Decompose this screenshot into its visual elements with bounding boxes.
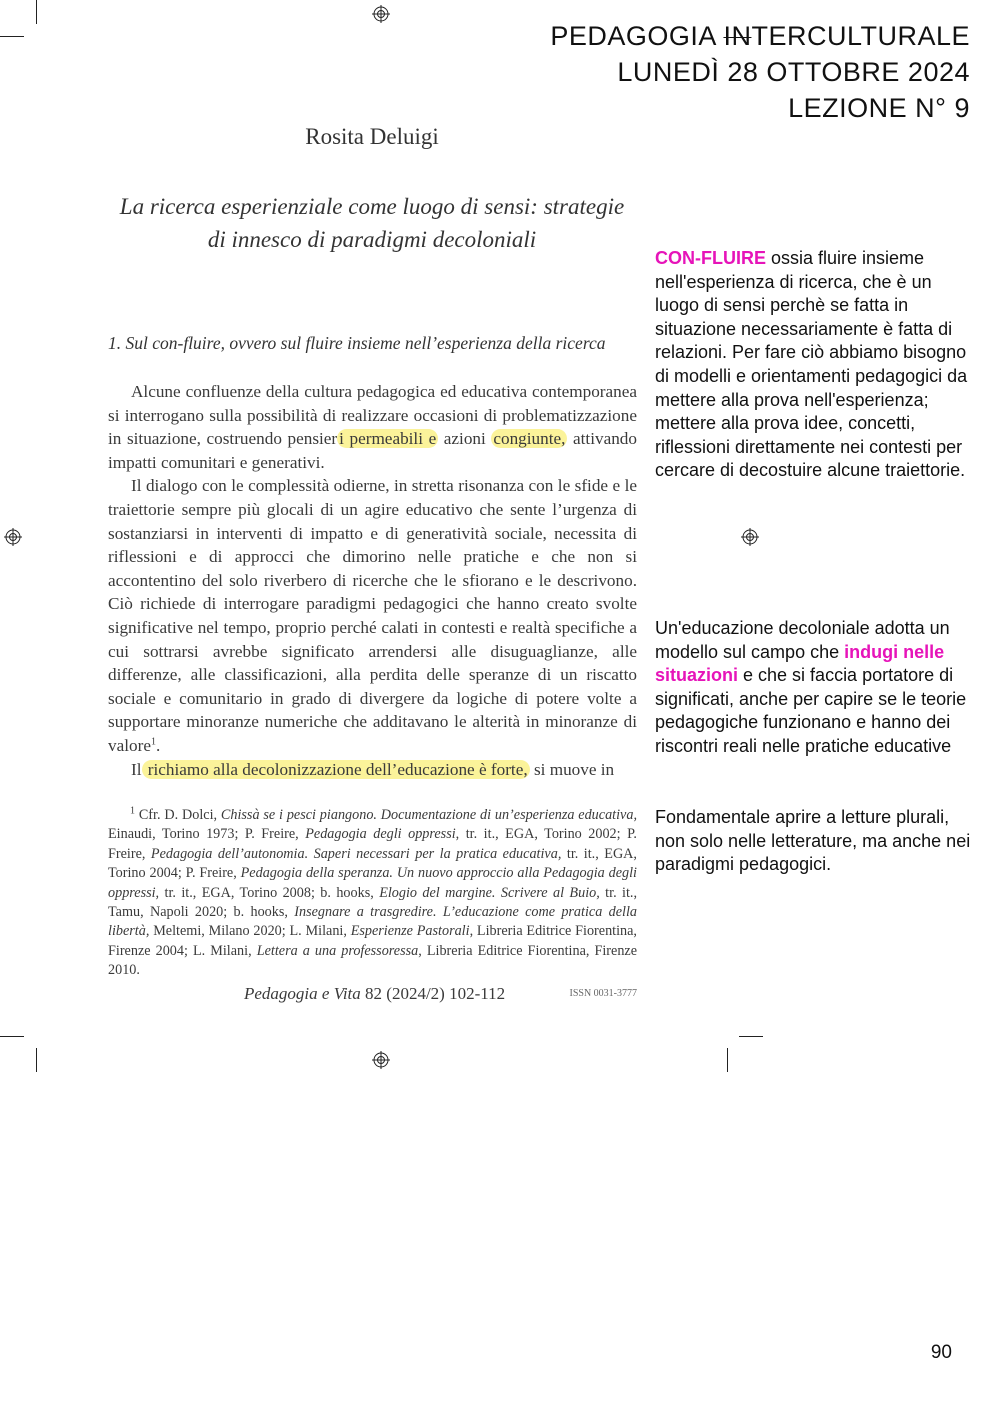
footnote xyxy=(108,806,637,981)
footnote-text: tr. it., EGA, Torino 2008; b. hooks, xyxy=(159,884,380,901)
footnote-text: Chissà se i pesci piangono. Documentazione di un’esperienza educativa, xyxy=(220,807,637,823)
footnote-text: Pedagogia dell’autonomia. Saperi necessari per la pratica educativa, xyxy=(150,845,562,862)
side-note-confluire: CON-FLUIRE ossia fluire insieme nell'esperienza di ricerca, che è un luogo di sensi perchè se fatta in situazione necessariamente è fatta di relazioni. Per fare ciò abbiamo bisogno di modelli e orientamenti pedagogici da mettere alla prova nell'esperienza; mettere alla prova idee, concetti, riflessioni direttamente nei contesti per cercare di decostuire alcune traiettorie. xyxy=(655,248,968,481)
footnote-text: Insegnare a trasgredire. L’educazione come pratica della libertà, xyxy=(108,904,637,940)
crop-mark xyxy=(739,1036,763,1037)
crop-mark xyxy=(0,36,24,37)
crop-mark xyxy=(36,0,37,24)
registration-mark-icon xyxy=(372,1051,390,1069)
course-title: PEDAGOGIA INTERCULTURALE xyxy=(550,21,970,51)
footnote-text: Pedagogia della speranza. Un nuovo approccio alla Pedagogia degli oppressi, xyxy=(108,865,637,901)
section-heading: 1. Sul con-fluire, ovvero sul fluire insieme nell’esperienza della ricerca xyxy=(108,333,606,353)
article-body xyxy=(108,380,637,781)
lesson-number: LEZIONE N° 9 xyxy=(788,93,970,123)
paragraph: Il dialogo con le complessità odierne, in stretta risonanza con le sfide e le traiettorie sempre più glocali di un agire educativo che sente l’urgenza di sostanziarsi in interventi di impatto e di generatività sociale, necessita di riflessioni e di approcci che dimorino nelle pratiche e che non si accontentino del solo riverbero di ricerche che le sfiorano e le descrivono. Ciò richiede di interrogare paradigmi pedagogici che hanno creato svolte significative nel tempo, proprio perché calati in contesti e realtà specifiche a cui sottrarsi avrebbe significato arrendersi alle disuguaglianze, alle differenze, alle classificazioni, alla perdita delle speranze di un riscatto sociale e comunitario in grado di divergere da logiche di potere volte a supportare minoranze numeriche che additavano le alterità in minoranze di valore$^1$. xyxy=(108,476,637,755)
footnote-ref: 1 xyxy=(150,736,156,748)
registration-mark-icon xyxy=(741,528,759,546)
crop-mark xyxy=(36,1048,37,1072)
footnote-text: , Libreria Editrice Fiorentina, Firenze 2010. xyxy=(108,942,638,979)
footnote-text: Cfr. D. Dolci, xyxy=(135,807,221,823)
page-number: 90 xyxy=(930,1342,952,1363)
side-note-letture: Fondamentale aprire a letture plurali, non solo nelle letterature, ma anche nei paradigmi pedagogici. xyxy=(655,807,971,875)
lesson-date: LUNEDÌ 28 OTTOBRE 2024 xyxy=(617,57,970,87)
journal-citation: Pedagogia e Vita 82 (2024/2) 102-112 xyxy=(244,984,506,1003)
lesson-header xyxy=(550,18,970,126)
registration-mark-icon xyxy=(372,5,390,23)
footnote-text: tr. it., EGA, Torino 2004; P. Freire, xyxy=(108,845,637,882)
highlight: congiunte, xyxy=(493,429,566,449)
footnote-text: Meltemi, Milano 2020; L. Milani, xyxy=(149,923,351,940)
paragraph: Alcune confluenze della cultura pedagogica ed educativa contemporanea si interrogano sulla possibilità di realizzare occasioni di problematizzazione in situazione, costruendo pensier i permeabili e azioni congiunte, attivando impatti comunitari e generativi. xyxy=(108,382,637,472)
note-keyword: CON-FLUIRE xyxy=(655,248,766,268)
footnote-number: 1 xyxy=(130,805,135,817)
footnote-text: Lettera a una professoressa xyxy=(256,942,419,959)
note-keyword: indugi nelle situazioni xyxy=(655,641,945,686)
footnote-text: Elogio del margine. Scrivere al Buio, xyxy=(379,884,600,901)
registration-mark-icon xyxy=(4,528,22,546)
highlight: richiamo alla decolonizzazione dell’educazione è forte, xyxy=(143,759,528,779)
footnote-text: Esperienze Pastorali xyxy=(350,923,470,940)
crop-mark xyxy=(0,1036,24,1037)
paragraph: Il richiamo alla decolonizzazione dell’educazione è forte, si muove in xyxy=(131,759,615,779)
highlight: i permeabili e xyxy=(339,429,437,449)
crop-mark xyxy=(727,1048,728,1072)
article-title: La ricerca esperienziale come luogo di sensi: strategie di innesco di paradigmi decoloniali xyxy=(119,194,625,252)
footnote-text: , tr. it., EGA, Torino 2002; P. Freire, xyxy=(108,826,637,862)
struck-prefix: IN xyxy=(723,21,752,51)
footnote-text: , Libreria Editrice Fiorentina, Firenze 2004; L. Milani, xyxy=(108,923,637,959)
side-note-decoloniale: Un'educazione decoloniale adotta un modello sul campo che indugi nelle situazioni e che si faccia portatore di significati, anche per capire se le teorie pedagogiche funzionano e hanno dei riscontri reali nelle pratiche educative xyxy=(655,618,967,756)
footnote-text: Pedagogia degli oppressi xyxy=(305,826,456,843)
footnote-text: tr. it., Tamu, Napoli 2020; b. hooks, xyxy=(108,884,637,921)
footnote-text: Einaudi, Torino 1973; P. Freire, xyxy=(108,826,306,843)
article-author: Rosita Deluigi xyxy=(305,124,439,149)
issn: ISSN 0031-3777 xyxy=(569,988,637,999)
